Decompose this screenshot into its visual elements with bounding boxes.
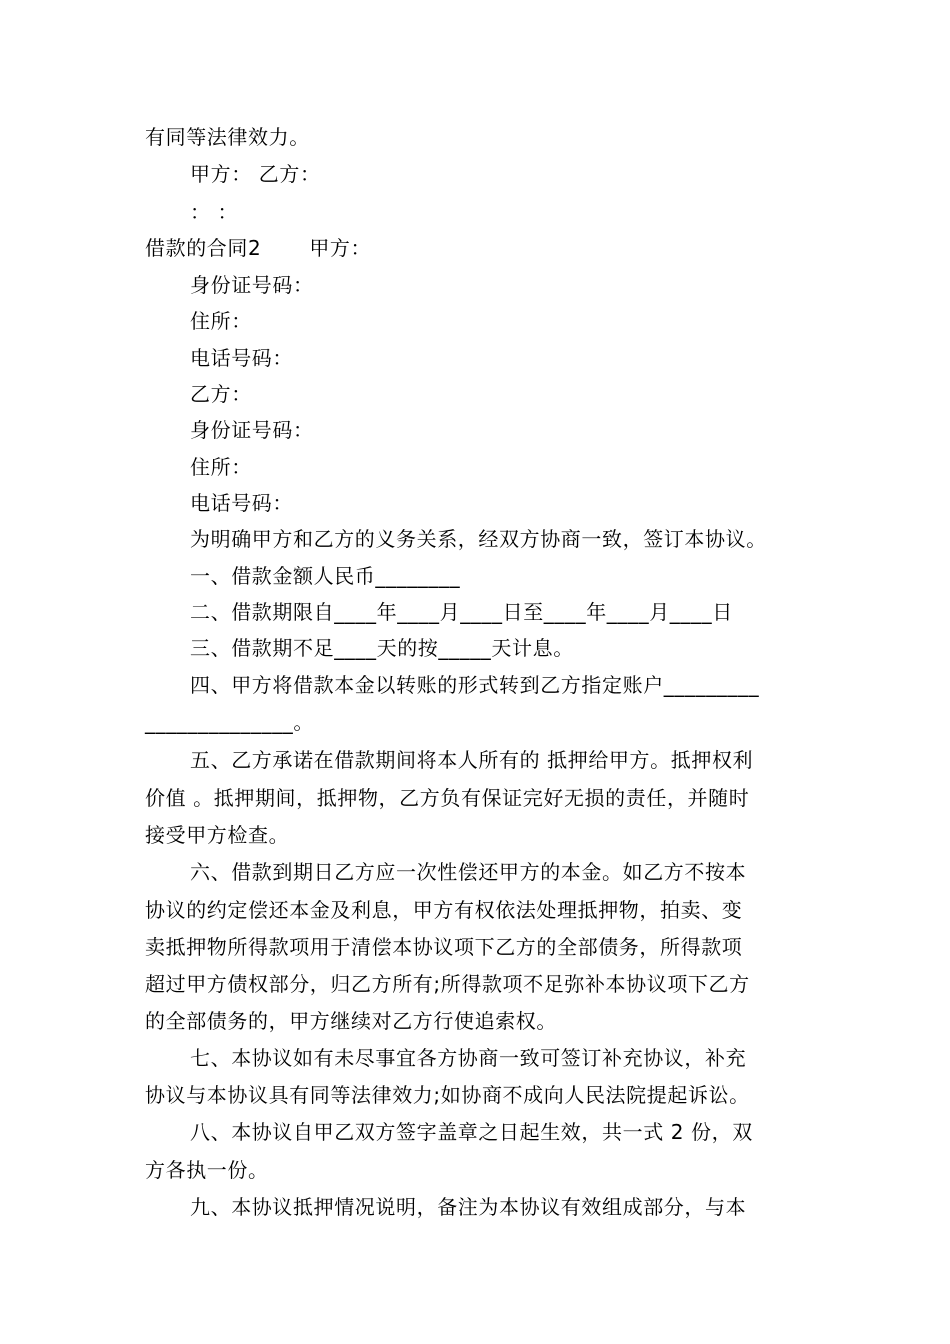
intro-paragraph: 为明确甲方和乙方的义务关系，经双方协商一致，签订本协议。 (190, 527, 767, 551)
party-a-label: 甲方： (309, 236, 372, 260)
field-phone-b: 电话号码： (190, 491, 293, 515)
clause-5-continued: 价值 。抵押期间，抵押物，乙方负有保证完好无损的责任，并随时 (145, 786, 750, 810)
clause-7-continued: 协议与本协议具有同等法律效力;如协商不成向人民法院提起诉讼。 (145, 1083, 750, 1107)
field-phone-a: 电话号码： (190, 346, 293, 370)
clause-4-continued: ______________。 (145, 710, 314, 734)
clause-6-continued: 协议的约定偿还本金及利息，甲方有权依法处理抵押物，拍卖、变 (145, 898, 743, 922)
clause-3: 三、借款期不足____天的按_____天计息。 (190, 636, 574, 660)
clause-2: 二、借款期限自____年____月____日至____年____月____日 (190, 600, 733, 624)
clause-6: 六、借款到期日乙方应一次性偿还甲方的本金。如乙方不按本 (190, 860, 747, 884)
clause-6-continued: 卖抵押物所得款项用于清偿本协议项下乙方的全部债务，所得款项 (145, 935, 743, 959)
clause-8-continued: 方各执一份。 (145, 1158, 269, 1182)
clause-1: 一、借款金额人民币________ (190, 564, 461, 588)
clause-7: 七、本协议如有未尽事宜各方协商一致可签订补充协议，补充 (190, 1046, 747, 1070)
signature-blank-line: ： ： (190, 200, 239, 224)
text-line: 有同等法律效力。 (145, 125, 310, 149)
signature-parties-line: 甲方： 乙方： (190, 162, 321, 186)
party-b-label: 乙方： (190, 382, 252, 406)
field-address-b: 住所： (190, 455, 252, 479)
clause-8: 八、本协议自甲乙双方签字盖章之日起生效，共一式 2 份，双 (190, 1120, 753, 1144)
field-address-a: 住所： (190, 309, 252, 333)
section-heading-line (145, 236, 371, 260)
clause-5-continued: 接受甲方检查。 (145, 823, 290, 847)
clause-9: 九、本协议抵押情况说明，备注为本协议有效组成部分，与本 (190, 1195, 747, 1219)
contract-title: 借款的合同2 (145, 236, 262, 260)
clause-6-continued: 超过甲方债权部分，归乙方所有;所得款项不足弥补本协议项下乙方 (145, 972, 750, 996)
field-id-number-a: 身份证号码： (190, 273, 314, 297)
clause-6-continued: 的全部债务的，甲方继续对乙方行使追索权。 (145, 1009, 557, 1033)
clause-5: 五、乙方承诺在借款期间将本人所有的 抵押给甲方。抵押权利 (190, 748, 754, 772)
field-id-number-b: 身份证号码： (190, 418, 314, 442)
clause-4: 四、甲方将借款本金以转账的形式转到乙方指定账户_________ (190, 673, 760, 697)
